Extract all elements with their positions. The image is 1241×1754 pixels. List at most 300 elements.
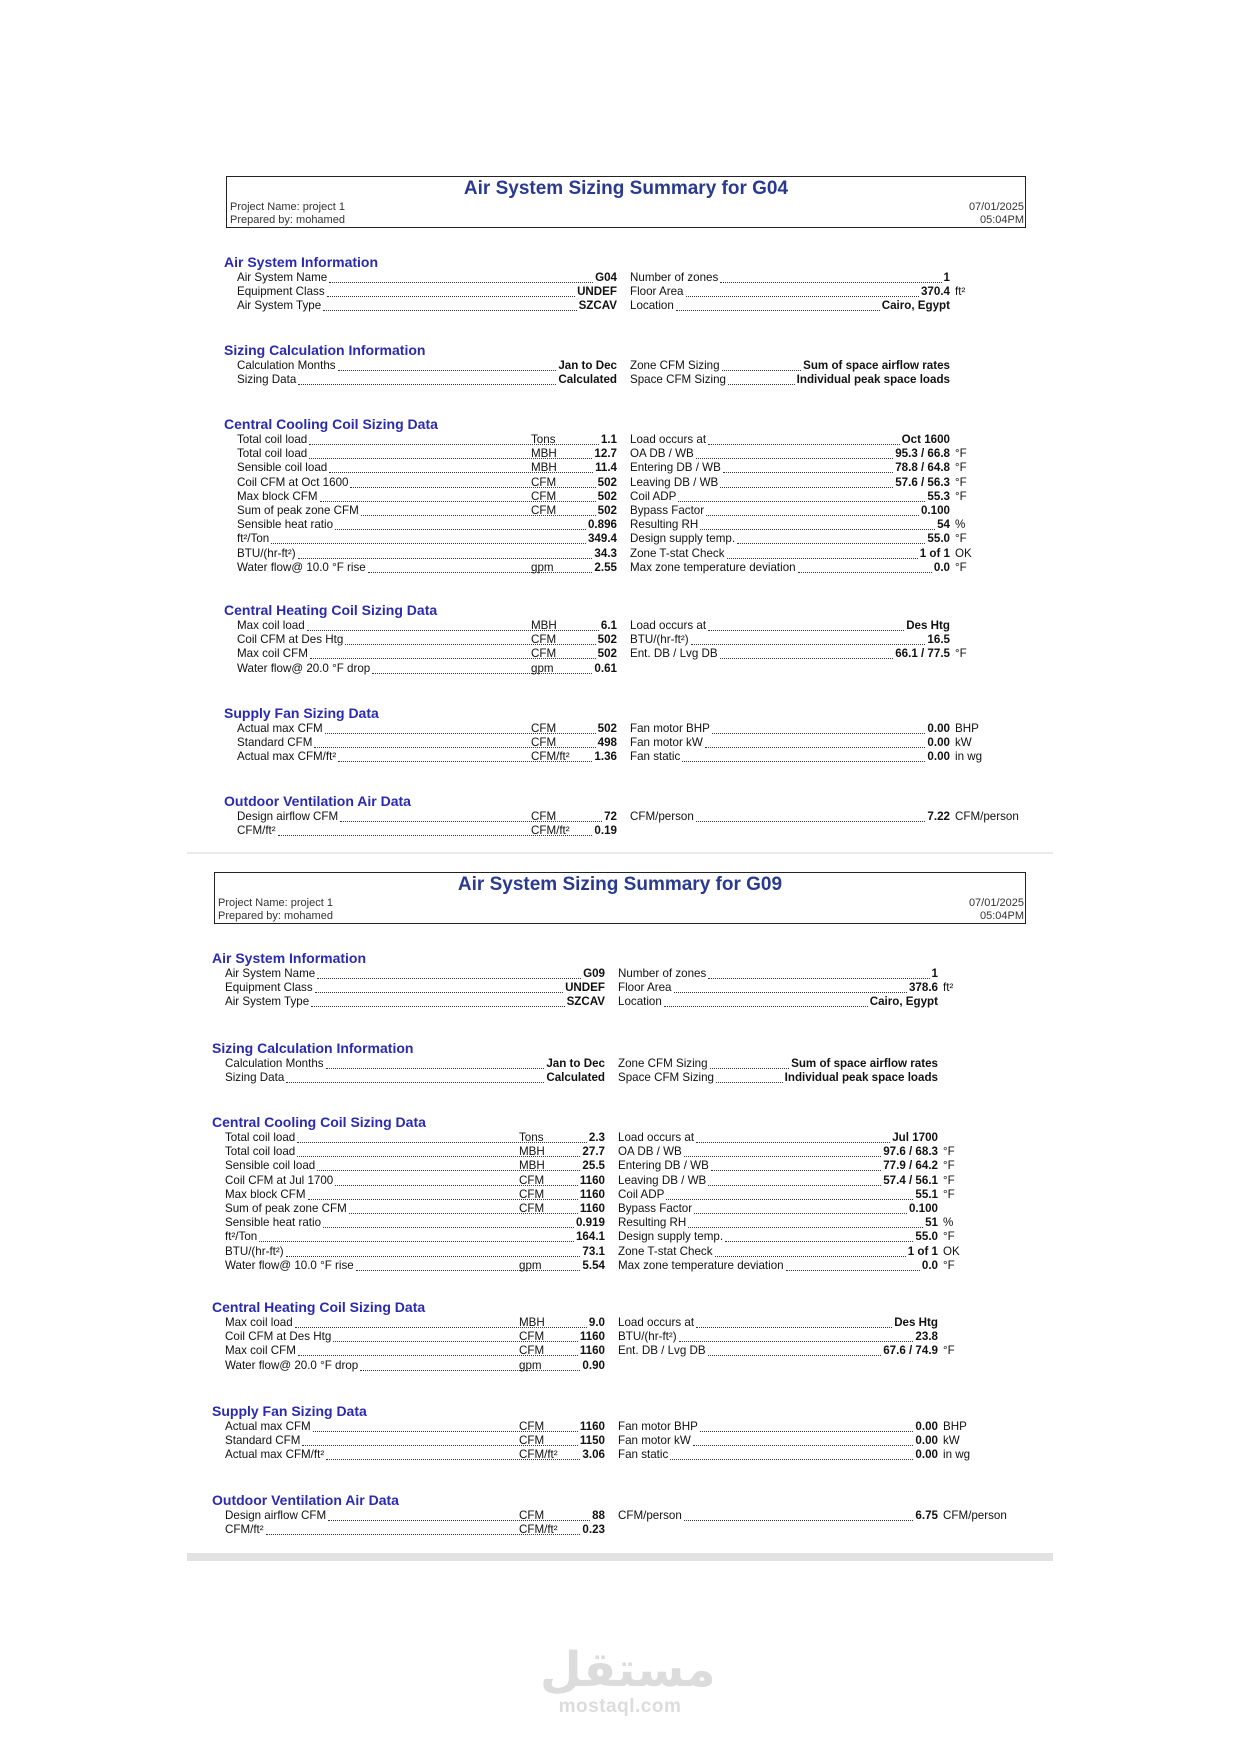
- row-label: Max coil CFM: [225, 1344, 296, 1358]
- row-value: 1150: [579, 1434, 605, 1448]
- dot-leader: [727, 547, 918, 559]
- dot-leader: [786, 1259, 920, 1271]
- row-value: 9.0: [588, 1316, 605, 1329]
- section-air-system-information: [212, 950, 1024, 1009]
- data-row: [225, 1245, 605, 1259]
- row-unit: BHP: [955, 722, 979, 735]
- left-column: [225, 1131, 605, 1273]
- row-label: Sizing Data: [237, 373, 297, 387]
- row-value: 0.0: [921, 1258, 938, 1272]
- row-value: 1 of 1: [907, 1244, 938, 1258]
- row-value: 55.3: [927, 489, 950, 503]
- data-row: [630, 810, 1030, 824]
- row-label: Sum of peak zone CFM: [237, 503, 359, 517]
- section-title: Outdoor Ventilation Air Data: [224, 793, 411, 809]
- row-value: 55.0: [915, 1230, 938, 1244]
- row-label: Fan motor kW: [618, 1434, 691, 1448]
- row-value: Calculated: [546, 1071, 605, 1085]
- section-title: Air System Information: [212, 950, 367, 966]
- project-name: Project Name: project 1: [230, 201, 345, 213]
- data-row: [630, 504, 1030, 518]
- data-row: [225, 981, 605, 995]
- prepared-by: Prepared by: mohamed: [230, 214, 345, 226]
- row-value: 27.7: [582, 1145, 605, 1159]
- row-label: Max coil CFM: [237, 647, 308, 661]
- dot-leader: [326, 1057, 544, 1069]
- dot-leader: [666, 1188, 913, 1200]
- row-unit: ft²: [943, 981, 954, 995]
- report-time: 05:04PM: [979, 214, 1024, 226]
- row-value: 378.6: [908, 981, 938, 995]
- section-title: Air System Information: [224, 254, 379, 270]
- row-unit: gpm: [519, 1358, 542, 1372]
- data-row: [237, 810, 617, 824]
- dot-leader: [693, 1434, 913, 1446]
- row-unit: OK: [955, 546, 972, 560]
- row-value: 502: [597, 722, 617, 735]
- data-row: [630, 285, 1030, 299]
- right-column: [630, 722, 1030, 765]
- row-value: 3.06: [582, 1448, 605, 1462]
- row-value: 0.00: [927, 722, 950, 735]
- dot-leader: [728, 373, 795, 385]
- row-label: Calculation Months: [237, 359, 336, 372]
- row-value: Calculated: [558, 373, 617, 387]
- right-column: [618, 1057, 1018, 1085]
- row-label: ft²/Ton: [225, 1230, 258, 1244]
- section-central-heating-coil: [224, 602, 1024, 675]
- dot-leader: [682, 750, 925, 762]
- dot-leader: [315, 981, 563, 993]
- row-label: Ent. DB / Lvg DB: [630, 647, 718, 661]
- row-label: OA DB / WB: [630, 447, 694, 461]
- row-label: Air System Name: [225, 967, 316, 980]
- data-row: [630, 271, 1030, 285]
- dot-leader: [317, 967, 581, 979]
- data-row: [630, 736, 1030, 750]
- row-value: 72: [604, 810, 617, 823]
- data-row: [630, 299, 1030, 313]
- row-unit: CFM: [531, 503, 557, 517]
- row-unit: MBH: [531, 619, 557, 632]
- row-value: 1: [943, 271, 950, 284]
- section-title: Central Cooling Coil Sizing Data: [224, 416, 438, 432]
- data-row: [237, 447, 617, 461]
- row-value: 0.00: [915, 1448, 938, 1462]
- data-row: [618, 1509, 1018, 1523]
- right-column: [618, 1131, 1018, 1273]
- row-label: Number of zones: [618, 967, 707, 980]
- row-unit: CFM/person: [955, 810, 1019, 823]
- row-unit: °F: [943, 1145, 955, 1159]
- row-unit: MBH: [531, 447, 557, 461]
- row-value: 7.22: [927, 810, 950, 823]
- right-column: [618, 1316, 1018, 1359]
- row-value: UNDEF: [565, 981, 605, 995]
- row-label: Max coil load: [237, 619, 305, 632]
- section-central-cooling-coil: [224, 416, 1024, 574]
- dot-leader: [696, 1131, 890, 1143]
- data-row: [225, 1057, 605, 1071]
- row-unit: CFM: [519, 1434, 545, 1448]
- right-column: [630, 433, 1030, 575]
- row-unit: CFM/ft²: [531, 824, 570, 838]
- row-label: Fan static: [630, 750, 681, 764]
- data-row: [237, 461, 617, 475]
- section-title: Outdoor Ventilation Air Data: [212, 1492, 399, 1508]
- dot-leader: [286, 1245, 580, 1257]
- row-label: Load occurs at: [618, 1131, 695, 1144]
- row-label: Sizing Data: [225, 1071, 285, 1085]
- row-unit: CFM: [519, 1187, 545, 1201]
- data-row: [618, 1057, 1018, 1071]
- data-row: [237, 373, 617, 387]
- row-value: SZCAV: [566, 995, 605, 1009]
- data-row: [225, 1259, 605, 1273]
- dot-leader: [720, 271, 942, 283]
- row-label: Water flow@ 10.0 °F rise: [225, 1258, 354, 1272]
- dot-leader: [720, 476, 893, 488]
- dot-leader: [329, 271, 593, 283]
- dot-leader: [350, 476, 596, 488]
- section-title: Central Cooling Coil Sizing Data: [212, 1114, 426, 1130]
- row-unit: in wg: [943, 1448, 971, 1462]
- data-row: [630, 561, 1030, 575]
- row-label: Zone CFM Sizing: [630, 359, 720, 372]
- data-row: [237, 561, 617, 575]
- dot-leader: [798, 561, 932, 573]
- row-label: Entering DB / WB: [630, 461, 721, 475]
- row-label: Fan motor kW: [630, 736, 703, 750]
- row-unit: °F: [943, 1344, 955, 1358]
- section-supply-fan: [212, 1403, 1024, 1462]
- data-row: [237, 824, 617, 838]
- data-row: [618, 967, 1018, 981]
- data-row: [618, 981, 1018, 995]
- row-label: Total coil load: [225, 1131, 296, 1144]
- row-label: Coil CFM at Jul 1700: [225, 1173, 334, 1187]
- row-value: 6.1: [600, 619, 617, 632]
- row-label: Fan motor BHP: [630, 722, 710, 735]
- data-row: [225, 1448, 605, 1462]
- left-column: [225, 1509, 605, 1537]
- dot-leader: [327, 285, 575, 297]
- row-label: Coil ADP: [618, 1187, 665, 1201]
- report-g04: [224, 176, 1026, 838]
- row-unit: CFM: [531, 810, 557, 823]
- data-row: [237, 736, 617, 750]
- row-value: SZCAV: [578, 299, 617, 313]
- right-column: [618, 1420, 1018, 1463]
- row-label: Location: [630, 299, 674, 313]
- dot-leader: [711, 1159, 881, 1171]
- data-row: [630, 647, 1030, 661]
- row-label: Equipment Class: [225, 981, 313, 995]
- row-value: 0.00: [927, 736, 950, 750]
- row-value: 67.6 / 74.9: [883, 1344, 938, 1358]
- dot-leader: [725, 1230, 913, 1242]
- row-value: 1.36: [594, 750, 617, 764]
- data-row: [225, 1344, 605, 1358]
- row-value: 1.1: [600, 433, 617, 446]
- row-value: 0.61: [594, 661, 617, 675]
- dot-leader: [708, 967, 930, 979]
- section-sizing-calculation-information: [212, 1040, 1024, 1085]
- row-label: Sum of peak zone CFM: [225, 1201, 347, 1215]
- row-value: 370.4: [920, 285, 950, 299]
- dot-leader: [705, 736, 925, 748]
- row-unit: gpm: [531, 560, 554, 574]
- dot-leader: [696, 447, 893, 459]
- row-label: CFM/ft²: [225, 1523, 264, 1537]
- row-label: Total coil load: [225, 1145, 296, 1159]
- dot-leader: [694, 1202, 907, 1214]
- data-row: [237, 750, 617, 764]
- row-value: 0.19: [594, 824, 617, 838]
- data-row: [630, 518, 1030, 532]
- row-value: 2.55: [594, 560, 617, 574]
- row-value: 97.6 / 68.3: [883, 1145, 938, 1159]
- row-unit: CFM/ft²: [519, 1523, 558, 1537]
- data-row: [618, 1202, 1018, 1216]
- section-title: Sizing Calculation Information: [224, 342, 426, 358]
- row-label: Equipment Class: [237, 285, 325, 299]
- right-column: [630, 359, 1030, 387]
- report-header: [226, 176, 1026, 228]
- row-unit: CFM/ft²: [531, 750, 570, 764]
- row-value: 1160: [579, 1330, 605, 1344]
- row-value: 0.0: [933, 560, 950, 574]
- row-unit: %: [943, 1216, 954, 1230]
- row-label: OA DB / WB: [618, 1145, 682, 1159]
- row-unit: CFM: [519, 1330, 545, 1344]
- data-row: [618, 1174, 1018, 1188]
- data-row: [618, 1230, 1018, 1244]
- data-row: [618, 1188, 1018, 1202]
- dot-leader: [328, 1509, 590, 1521]
- row-label: Max block CFM: [225, 1187, 306, 1201]
- data-row: [630, 447, 1030, 461]
- row-value: 16.5: [927, 633, 950, 647]
- row-label: Design supply temp.: [630, 532, 736, 546]
- row-label: Floor Area: [630, 285, 684, 299]
- dot-leader: [696, 810, 925, 822]
- row-label: Actual max CFM: [225, 1420, 311, 1433]
- row-label: CFM/person: [630, 810, 694, 823]
- row-unit: °F: [955, 489, 967, 503]
- row-value: 1160: [579, 1201, 605, 1215]
- row-label: Air System Type: [237, 299, 322, 313]
- dot-leader: [720, 647, 893, 659]
- data-row: [618, 1259, 1018, 1273]
- section-title: Sizing Calculation Information: [212, 1040, 414, 1056]
- dot-leader: [688, 1216, 923, 1228]
- dot-leader: [708, 1344, 881, 1356]
- row-label: Max block CFM: [237, 489, 318, 503]
- row-value: Sum of space airflow rates: [791, 1057, 938, 1070]
- dot-leader: [360, 1359, 580, 1371]
- row-unit: MBH: [531, 461, 557, 475]
- data-row: [630, 750, 1030, 764]
- row-unit: CFM: [519, 1344, 545, 1358]
- watermark-latin: mostaql.com: [558, 1696, 682, 1717]
- dot-leader: [712, 722, 925, 734]
- row-value: 0.100: [920, 503, 950, 517]
- row-unit: °F: [955, 647, 967, 661]
- row-label: Bypass Factor: [618, 1201, 693, 1215]
- row-label: Sensible coil load: [237, 461, 328, 475]
- dot-leader: [679, 1330, 913, 1342]
- left-column: [237, 810, 617, 838]
- row-unit: CFM: [531, 475, 557, 489]
- row-value: 1160: [579, 1420, 605, 1433]
- data-row: [630, 532, 1030, 546]
- row-unit: Tons: [531, 433, 556, 446]
- row-unit: CFM: [531, 489, 557, 503]
- dot-leader: [298, 373, 556, 385]
- row-unit: %: [955, 518, 966, 532]
- data-row: [630, 619, 1030, 633]
- row-label: Bypass Factor: [630, 503, 705, 517]
- row-label: Water flow@ 20.0 °F drop: [237, 661, 371, 675]
- dot-leader: [674, 981, 907, 993]
- row-unit: CFM: [519, 1509, 545, 1522]
- data-row: [237, 662, 617, 676]
- row-label: Sensible heat ratio: [225, 1216, 322, 1230]
- row-value: 0.100: [908, 1201, 938, 1215]
- dot-leader: [686, 285, 919, 297]
- row-value: Jan to Dec: [558, 359, 617, 372]
- row-value: 502: [597, 475, 617, 489]
- row-label: Coil CFM at Des Htg: [225, 1330, 332, 1344]
- data-row: [225, 1145, 605, 1159]
- row-value: 1 of 1: [919, 546, 950, 560]
- data-row: [630, 476, 1030, 490]
- row-label: Space CFM Sizing: [618, 1071, 715, 1085]
- row-unit: kW: [943, 1434, 960, 1448]
- row-label: Design supply temp.: [618, 1230, 724, 1244]
- left-column: [225, 1057, 605, 1085]
- data-row: [237, 722, 617, 736]
- row-value: 12.7: [594, 447, 617, 461]
- section-title: Central Heating Coil Sizing Data: [224, 602, 438, 618]
- row-value: 57.6 / 56.3: [895, 475, 950, 489]
- dot-leader: [259, 1230, 574, 1242]
- data-row: [225, 1420, 605, 1434]
- data-row: [618, 1316, 1018, 1330]
- data-row: [630, 359, 1030, 373]
- row-value: 55.0: [927, 532, 950, 546]
- row-value: Individual peak space loads: [796, 373, 950, 387]
- data-row: [237, 490, 617, 504]
- row-label: Actual max CFM: [237, 722, 323, 735]
- data-row: [237, 433, 617, 447]
- row-label: Fan static: [618, 1448, 669, 1462]
- dot-leader: [722, 359, 801, 371]
- row-label: Coil CFM at Des Htg: [237, 633, 344, 647]
- report-title: Air System Sizing Summary for G09: [457, 874, 783, 895]
- project-name: Project Name: project 1: [218, 897, 333, 909]
- row-value: 66.1 / 77.5: [895, 647, 950, 661]
- row-label: Standard CFM: [225, 1434, 301, 1448]
- row-label: Design airflow CFM: [237, 810, 339, 823]
- data-row: [237, 299, 617, 313]
- row-label: CFM/person: [618, 1509, 682, 1522]
- dot-leader: [311, 995, 565, 1007]
- dot-leader: [271, 532, 586, 544]
- row-label: Location: [618, 995, 662, 1009]
- section-central-cooling-coil: [212, 1114, 1024, 1272]
- data-row: [618, 1344, 1018, 1358]
- dot-leader: [715, 1245, 906, 1257]
- section-title: Central Heating Coil Sizing Data: [212, 1299, 426, 1315]
- row-value: 164.1: [575, 1230, 605, 1244]
- dot-leader: [361, 504, 596, 516]
- dot-leader: [696, 1316, 892, 1328]
- row-value: Des Htg: [906, 619, 950, 632]
- data-row: [225, 1071, 605, 1085]
- row-value: 502: [597, 503, 617, 517]
- row-unit: BHP: [943, 1420, 967, 1433]
- right-column: [630, 271, 1030, 314]
- dot-leader: [676, 299, 880, 311]
- row-value: 0.23: [582, 1523, 605, 1537]
- dot-leader: [368, 561, 592, 573]
- data-row: [630, 461, 1030, 475]
- data-row: [225, 995, 605, 1009]
- row-label: Sensible coil load: [225, 1159, 316, 1173]
- row-value: Oct 1600: [901, 433, 950, 446]
- row-label: Air System Type: [225, 995, 310, 1009]
- row-value: 73.1: [582, 1244, 605, 1258]
- row-label: Actual max CFM/ft²: [237, 750, 337, 764]
- dot-leader: [345, 633, 596, 645]
- left-column: [225, 1420, 605, 1463]
- data-row: [630, 373, 1030, 387]
- page-bottom-edge: [187, 1553, 1053, 1561]
- row-value: 1160: [579, 1187, 605, 1201]
- row-value: 55.1: [915, 1187, 938, 1201]
- data-row: [225, 1188, 605, 1202]
- row-unit: °F: [955, 447, 967, 461]
- row-value: 0.00: [915, 1434, 938, 1448]
- row-label: BTU/(hr-ft²): [237, 546, 296, 560]
- data-row: [225, 1174, 605, 1188]
- row-unit: kW: [955, 736, 972, 750]
- row-value: Sum of space airflow rates: [803, 359, 950, 372]
- row-value: 0.00: [915, 1420, 938, 1433]
- row-unit: CFM: [519, 1420, 545, 1433]
- row-unit: °F: [955, 461, 967, 475]
- row-label: Coil ADP: [630, 489, 677, 503]
- data-row: [225, 1230, 605, 1244]
- data-row: [630, 490, 1030, 504]
- row-label: Zone CFM Sizing: [618, 1057, 708, 1070]
- row-unit: CFM: [531, 633, 557, 647]
- row-label: Design airflow CFM: [225, 1509, 327, 1522]
- row-unit: OK: [943, 1244, 960, 1258]
- report-time: 05:04PM: [979, 910, 1024, 922]
- row-unit: °F: [955, 475, 967, 489]
- right-column: [630, 619, 1030, 662]
- data-row: [225, 1202, 605, 1216]
- data-row: [618, 995, 1018, 1009]
- row-label: Sensible heat ratio: [237, 518, 334, 532]
- row-value: 11.4: [595, 461, 617, 475]
- report-date: 07/01/2025: [968, 201, 1024, 213]
- watermark-arabic: مستقل: [540, 1642, 716, 1698]
- row-unit: gpm: [519, 1258, 542, 1272]
